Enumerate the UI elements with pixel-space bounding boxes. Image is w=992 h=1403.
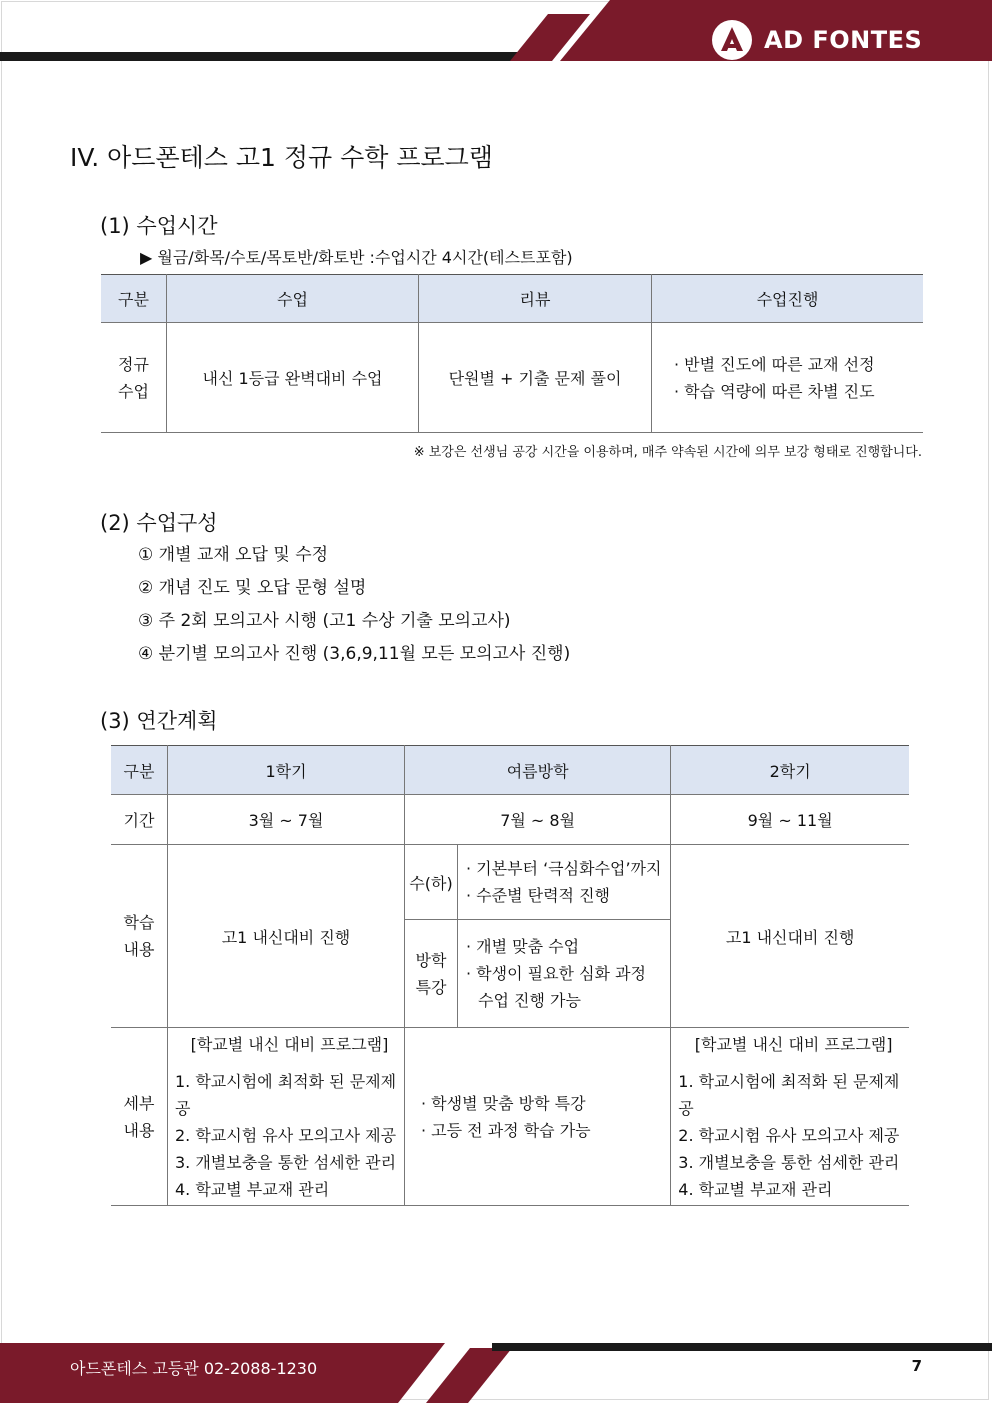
detail-item: 1. 학교시험에 최적화 된 문제제공 (175, 1071, 397, 1118)
makeup-class-note: ※ 보강은 선생님 공강 시간을 이용하며, 매주 약속된 시간에 의무 보강 형태로 진행합니다. (413, 445, 922, 460)
composition-item: ② 개념 진도 및 오답 문형 설명 (138, 578, 367, 598)
plan-period-semester1: 3월 ~ 7월 (168, 795, 405, 845)
footer-contact: 아드폰테스 고등관 02-2088-1230 (70, 1359, 318, 1378)
table1-header-class: 수업 (167, 275, 419, 323)
plan-period-summer: 7월 ~ 8월 (405, 795, 671, 845)
table1-review-cell: 단원별 + 기출 문제 풀이 (419, 323, 652, 433)
section2-heading: (2) 수업구성 (100, 511, 218, 535)
plan-header-summer: 여름방학 (405, 746, 671, 795)
table1-header-category: 구분 (101, 275, 167, 323)
detail-title: [학교별 내신 대비 프로그램] (190, 1034, 389, 1054)
composition-item: ① 개별 교재 오답 및 수정 (138, 545, 329, 565)
detail-item: 3. 개별보충을 통한 섬세한 관리 (175, 1152, 397, 1172)
plan-period-label: 기간 (111, 795, 168, 845)
summer-sub1-item: · 기본부터 ‘극심화수업’까지 (466, 859, 662, 878)
plan-detail-semester1 (168, 1028, 405, 1206)
page-title: IV. 아드폰테스 고1 정규 수학 프로그램 (70, 143, 493, 172)
brand-logo (712, 20, 922, 60)
summer-sub1-content (458, 845, 671, 920)
brand-name: AD FONTES (764, 26, 923, 54)
plan-header-semester1: 1학기 (168, 746, 405, 795)
detail-item: 4. 학교별 부교재 관리 (678, 1179, 833, 1199)
detail-item: 1. 학교시험에 최적화 된 문제제공 (678, 1071, 900, 1118)
table1-row-label: 정규 수업 (101, 323, 167, 433)
summer-sub2-content (458, 920, 671, 1028)
plan-content-label: 학습 내용 (111, 845, 168, 1028)
annual-plan-table (111, 745, 909, 1206)
class-time-table (101, 274, 923, 433)
composition-item: ④ 분기별 모의고사 진행 (3,6,9,11월 모든 모의고사 진행) (138, 644, 571, 664)
progress-item: · 학습 역량에 따른 차별 진도 (674, 381, 875, 401)
summer-sub2-item: · 개별 맞춤 수업 (466, 937, 580, 956)
page-number: 7 (911, 1357, 922, 1375)
detail-title: [학교별 내신 대비 프로그램] (694, 1034, 893, 1054)
summer-sub2-item: · 학생이 필요한 심화 과정 (466, 964, 646, 983)
progress-item: · 반별 진도에 따른 교재 선정 (674, 354, 875, 374)
plan-header-category: 구분 (111, 746, 168, 795)
plan-period-semester2: 9월 ~ 11월 (671, 795, 909, 845)
table1-header-progress: 수업진행 (652, 275, 924, 323)
logo-icon (712, 20, 752, 60)
composition-item: ③ 주 2회 모의고사 시행 (고1 수상 기출 모의고사) (138, 611, 511, 631)
section1-heading: (1) 수업시간 (100, 214, 218, 238)
summer-sub1-item: · 수준별 탄력적 진행 (466, 886, 610, 905)
plan-detail-summer (405, 1028, 671, 1206)
table1-class-cell: 내신 1등급 완벽대비 수업 (167, 323, 419, 433)
detail-item: · 고등 전 과정 학습 가능 (421, 1120, 591, 1140)
summer-sub2-item: 수업 진행 가능 (478, 991, 581, 1010)
table1-header-review: 리뷰 (419, 275, 652, 323)
detail-item: 2. 학교시험 유사 모의고사 제공 (175, 1125, 397, 1145)
section3-heading: (3) 연간계획 (100, 709, 218, 733)
plan-content-semester1: 고1 내신대비 진행 (168, 845, 405, 1028)
summer-sub1-label: 수(하) (405, 845, 458, 920)
plan-content-semester2: 고1 내신대비 진행 (671, 845, 909, 1028)
detail-item: 4. 학교별 부교재 관리 (175, 1179, 330, 1199)
plan-header-semester2: 2학기 (671, 746, 909, 795)
plan-detail-label: 세부 내용 (111, 1028, 168, 1206)
class-schedule: ▶ 월금/화목/수토/목토반/화토반 :수업시간 4시간(테스트포함) (140, 248, 573, 267)
detail-item: 2. 학교시험 유사 모의고사 제공 (678, 1125, 900, 1145)
detail-item: · 학생별 맞춤 방학 특강 (421, 1093, 586, 1113)
plan-detail-semester2 (671, 1028, 909, 1206)
summer-sub2-label: 방학 특강 (405, 920, 458, 1028)
table1-progress-cell (652, 323, 924, 433)
detail-item: 3. 개별보충을 통한 섬세한 관리 (678, 1152, 900, 1172)
